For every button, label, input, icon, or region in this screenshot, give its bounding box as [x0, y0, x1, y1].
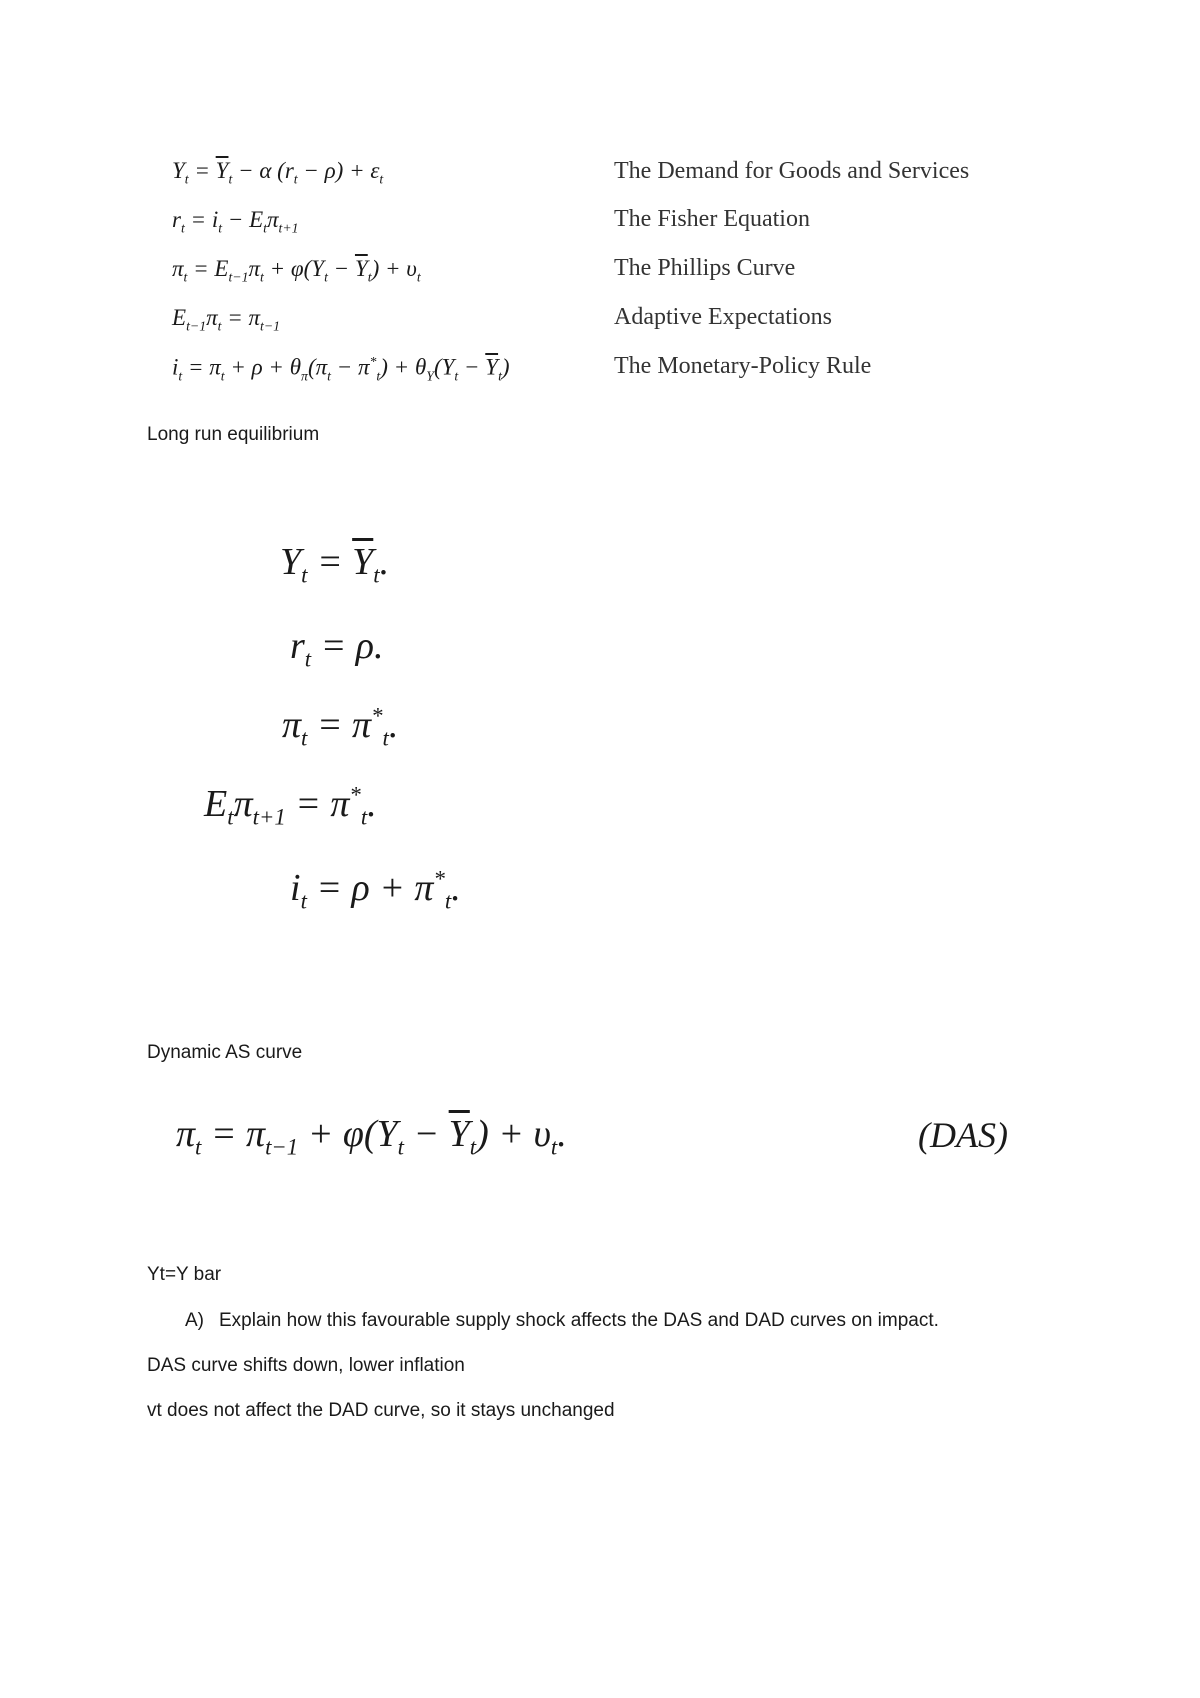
answer-dad-unchanged: vt does not affect the DAD curve, so it stays unchanged [147, 1400, 615, 1421]
note-yt-equals-ybar: Yt=Y bar [147, 1264, 222, 1285]
label-fisher: The Fisher Equation [614, 206, 810, 232]
das-tag: (DAS) [918, 1115, 1008, 1155]
equation-adaptive: $E_{t-1}\pi_t = \pi_{t-1}$ [172, 305, 281, 334]
equation-fisher: $r_t = i_t - E_t\pi_{t+1}$ [172, 207, 299, 236]
cropped-text-remnant-2 [140, 1192, 860, 1200]
question-text: Explain how this favourable supply shock affects the DAS and DAD curves on impact. [219, 1310, 939, 1331]
long-run-eq-expectations: $E_t\pi_{t+1} = \pi^*_t$. [204, 782, 377, 830]
long-run-eq-real-rate: $r_t = \rho$. [290, 625, 384, 672]
equation-demand: $Y_t = \overline{Y}_t - \alpha$ $(r_t - \rho) + \varepsilon_t$ [172, 158, 384, 187]
question-marker: A) [185, 1310, 204, 1331]
long-run-eq-inflation: $\pi_t = \pi^*_t$. [282, 703, 399, 751]
das-equation: $\pi_t = \pi_{t-1} + \varphi(Y_t - \overline{Y}_t) + \upsilon_t$. [176, 1113, 567, 1160]
cropped-text-remnant [140, 400, 860, 406]
label-monetary-rule: The Monetary-Policy Rule [614, 353, 872, 379]
answer-das-shift: DAS curve shifts down, lower inflation [147, 1355, 465, 1376]
long-run-heading: Long run equilibrium [147, 424, 320, 445]
equation-monetary-rule: $i_t = \pi_t + \rho + \theta_\pi(\pi_t - \pi^*_t) + \theta_Y(Y_t - \overline{Y}_t)$ [172, 354, 510, 384]
label-phillips: The Phillips Curve [614, 255, 796, 281]
label-adaptive: Adaptive Expectations [614, 304, 832, 330]
long-run-eq-nominal-rate: $i_t = \rho + \pi^*_t$. [290, 866, 461, 914]
long-run-eq-output: $Y_t = \overline{Y}_t$. [280, 541, 390, 588]
label-demand: The Demand for Goods and Services [614, 158, 970, 184]
das-heading: Dynamic AS curve [147, 1042, 303, 1063]
equation-phillips: $\pi_t = E_{t-1}\pi_t + \varphi(Y_t - \overline{Y}_t) + \upsilon_t$ [172, 256, 421, 285]
